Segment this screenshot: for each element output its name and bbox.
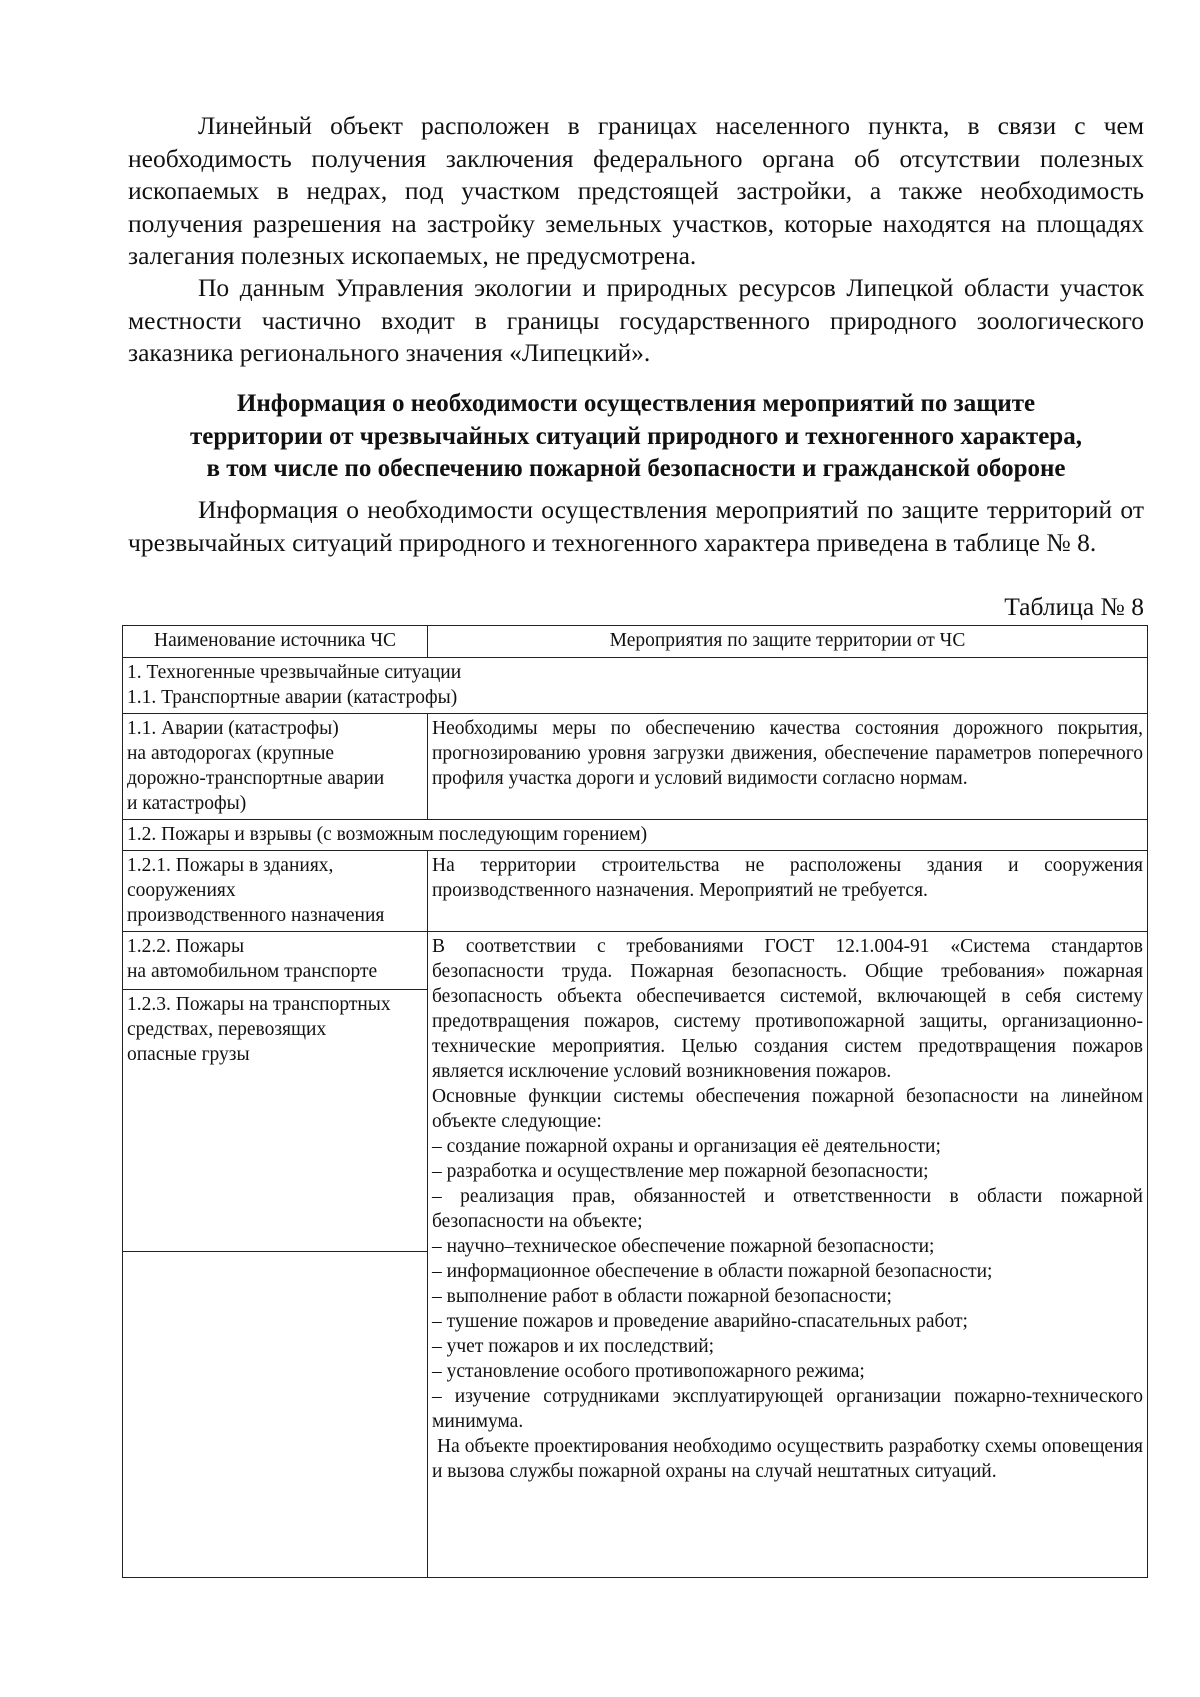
measures-cell: Необходимы меры по обеспечению качества состояния дорожного покрытия, прогнозированию уровня загрузки движения, обеспечение параметров поперечного профиля участка дороги и условий видимости согласно нормам. — [428, 714, 1148, 820]
heading-line: в том числе по обеспечению пожарной безопасности и гражданской обороне — [206, 455, 1066, 482]
list-item: – научно–техническое обеспечение пожарной безопасности; — [432, 1236, 935, 1257]
section-label: 1. Техногенные чрезвычайные ситуации — [127, 662, 462, 683]
source-line: 1.2.1. Пожары в зданиях, — [127, 855, 334, 876]
header-measures: Мероприятия по защите территории от ЧС — [428, 626, 1148, 658]
source-empty-cell — [123, 1252, 427, 1577]
source-line: и катастрофы) — [127, 793, 247, 814]
list-item: – учет пожаров и их последствий; — [432, 1336, 715, 1357]
paragraph-intro: Информация о необходимости осуществления мероприятий по защите территорий от чрезвычайных ситуаций природного и техногенного характера приведена в таблице № 8. — [128, 495, 1144, 557]
section-row-technogenic — [123, 658, 1148, 714]
table-header-row — [123, 626, 1148, 658]
list-item: – реализация прав, обязанностей и ответственности в области пожарной безопасности на объекте; — [432, 1186, 1143, 1232]
source-line: производственного назначения — [127, 905, 385, 926]
closing-text: На объекте проектирования необходимо осуществить разработку схемы оповещения и вызова службы пожарной охраны на случай нештатных ситуаций. — [432, 1436, 1148, 1482]
table-row — [123, 851, 1148, 932]
list-item: – информационное обеспечение в области пожарной безопасности; — [432, 1261, 993, 1282]
source-line: на автодорогах (крупные — [127, 743, 335, 764]
source-line: опасные грузы — [127, 1044, 250, 1065]
source-line: 1.2.3. Пожары на транспортных — [127, 994, 391, 1015]
source-line: на автомобильном транспорте — [127, 961, 378, 982]
heading-line: территории от чрезвычайных ситуаций природного и техногенного характера, — [190, 422, 1082, 450]
source-line: 1.1. Аварии (катастрофы) — [127, 718, 339, 739]
table-caption: Таблица № 8 — [1004, 592, 1144, 621]
list-item: – изучение сотрудниками эксплуатирующей организации пожарно-технического минимума. — [432, 1386, 1143, 1432]
functions-intro: Основные функции системы обеспечения пожарной безопасности на линейном объекте следующие: — [432, 1086, 1143, 1132]
source-line: 1.2.2. Пожары — [127, 936, 245, 957]
section-row-fires: 1.2. Пожары и взрывы (с возможным последующим горением) — [123, 820, 1148, 851]
paragraph-linear-object: Линейный объект расположен в границах населенного пункта, в связи с чем необходимость получения заключения федерального органа об отсутствии полезных ископаемых в недрах, под участком предстоящей застройки, а также необходимость получения разрешения на застройку земельных участков, которые находятся на площадях залегания полезных ископаемых, не предусмотрена. — [128, 111, 1144, 270]
fire-measures-intro: В соответствии с требованиями ГОСТ 12.1.004-91 «Система стандартов безопасности труда. Пожарная безопасность. Общие требования» пожарная безопасность объекта обеспечивается системой, включающей в себя систему предотвращения пожаров, систему противопожарной защиты, организационно-технические мероприятия. Целью создания систем предотвращения пожаров является исключение условий возникновения пожаров. — [432, 936, 1143, 1082]
list-item: – тушение пожаров и проведение аварийно-спасательных работ; — [432, 1311, 968, 1332]
table-row — [123, 820, 1148, 851]
source-1-2-3 — [123, 990, 427, 1252]
source-line: сооружениях — [127, 880, 236, 901]
list-item: – разработка и осуществление мер пожарной безопасности; — [432, 1161, 929, 1182]
table-row — [123, 658, 1148, 714]
source-cell-split — [123, 932, 428, 1578]
header-source: Наименование источника ЧС — [123, 626, 428, 658]
list-item: – создание пожарной охраны и организация её деятельности; — [432, 1136, 941, 1157]
list-item: – выполнение работ в области пожарной безопасности; — [432, 1286, 892, 1307]
heading-line: Информация о необходимости осуществления мероприятий по защите — [236, 390, 1036, 417]
source-1-2-2 — [123, 932, 427, 990]
measures-cell: На территории строительства не расположены здания и сооружения производственного назначения. Мероприятий не требуется. — [428, 851, 1148, 932]
fire-measures-cell — [428, 932, 1148, 1578]
source-cell — [123, 851, 428, 932]
source-line: средствах, перевозящих — [127, 1019, 327, 1040]
list-item: – установление особого противопожарного режима; — [432, 1361, 865, 1382]
table-row — [123, 932, 1148, 1578]
source-line: дорожно-транспортные аварии — [127, 768, 385, 789]
source-cell — [123, 714, 428, 820]
section-heading — [110, 388, 1162, 486]
emergency-measures-table — [122, 625, 1148, 1578]
subsection-label: 1.1. Транспортные аварии (катастрофы) — [127, 687, 458, 708]
paragraph-ecology: По данным Управления экологии и природных ресурсов Липецкой области участок местности частично входит в границы государственного природного зоологического заказника регионального значения «Липецкий». — [128, 273, 1144, 367]
table-row — [123, 714, 1148, 820]
